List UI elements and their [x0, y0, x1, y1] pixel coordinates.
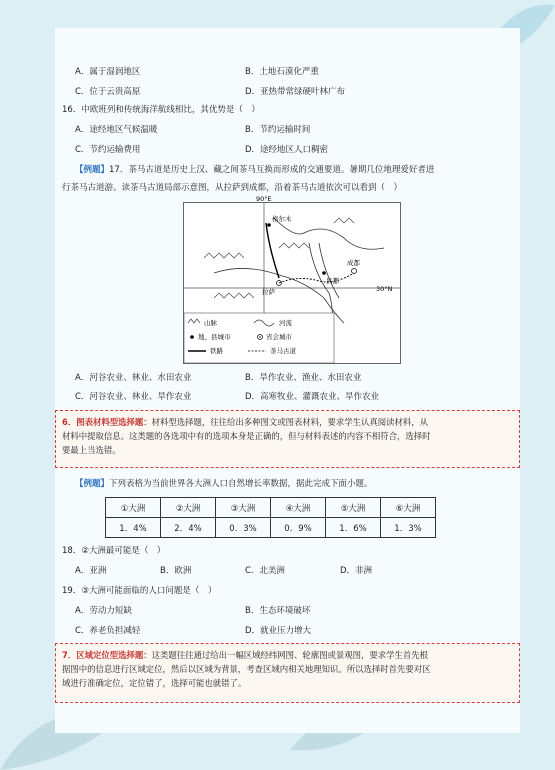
tea-horse-road-map — [183, 195, 401, 364]
table-header-cell: ④大洲 — [271, 498, 326, 518]
q16-option-a: A．途经地区气候温暖 — [75, 125, 158, 135]
table-cell: 0．9% — [271, 518, 326, 538]
q16-option-d: D．途经地区人口稠密 — [245, 145, 329, 155]
table-header-cell: ①大洲 — [106, 498, 161, 518]
lon-label: 90°E — [256, 195, 272, 203]
table-header-row — [106, 498, 436, 518]
tip-box-text: 域进行准确定位，定位错了，选择可能也就错了。 — [62, 678, 247, 688]
q17-option-b: B．旱作农业、渔业、水田农业 — [245, 373, 362, 383]
q16-stem: 16．中欧班列和传统海洋航线相比，其优势是（ ） — [62, 105, 260, 115]
q18-option-c: C．北美洲 — [245, 566, 285, 576]
q16-option-c: C．节约运输费用 — [75, 145, 141, 155]
q15-option-a: A．属于湿润地区 — [75, 67, 141, 77]
tip-box-text: 要最上当选错。 — [62, 445, 121, 455]
table-header-cell: ⑤大洲 — [326, 498, 381, 518]
example-tag: 【例题】 — [75, 165, 110, 175]
place-label: 拉萨 — [262, 288, 275, 296]
table-cell: 2．4% — [161, 518, 216, 538]
q19-option-b: B．生态环境破坏 — [245, 606, 311, 616]
q18-stem: 18．②大洲最可能是（ ） — [62, 546, 166, 556]
q19-stem: 19．③大洲可能面临的人口问题是（ ） — [62, 586, 217, 596]
q17-stem-line1 — [75, 164, 434, 176]
tip-box-text: 材料中提取信息。这类题的各选项中有的选项本身是正确的，但与材料表述的内容不相符合，选择时 — [62, 431, 431, 441]
q15-option-d: D．亚热带常绿硬叶林广布 — [245, 87, 346, 97]
legend-river: 河流 — [279, 319, 292, 327]
q18-option-b: B．欧洲 — [160, 566, 192, 576]
place-label: 昌都 — [326, 277, 339, 285]
q17-stem-line2: 行茶马古道游。读茶马古道局部示意图，从拉萨到成都，沿着茶马古道依次可以看到（ ） — [62, 183, 403, 193]
table-header-cell: ②大洲 — [161, 498, 216, 518]
table-row — [106, 518, 436, 538]
lat-label: 30°N — [376, 285, 393, 293]
legend-mountain: 山脉 — [204, 319, 217, 327]
tip-box-chart-material — [55, 410, 520, 468]
q17-option-d: D．高寒牧业、灌溉农业、旱作农业 — [245, 392, 380, 402]
table-intro — [75, 478, 373, 490]
table-header-cell: ③大洲 — [216, 498, 271, 518]
example-tag: 【例题】 — [75, 479, 110, 489]
q16-option-b: B．节约运输时间 — [245, 125, 311, 135]
q17-stem-text: 17．茶马古道是历史上汉、藏之间茶马互换而形成的交通要道。暑期几位地理爱好者进 — [109, 165, 435, 175]
city-dot — [267, 223, 271, 227]
tip-box-text: 据图中的信息进行区域定位，然后以区域为背景，考查区域内相关地理知识。所以选择时首先要对区 — [62, 664, 431, 674]
tip-box-text: 材料型选择题，往往给出多种图文或图表材料，要求学生认真阅读材料，从 — [151, 417, 428, 427]
tip-box-region-location — [55, 643, 520, 703]
legend-road: 茶马古道 — [270, 347, 296, 355]
place-label: 成都 — [347, 259, 360, 267]
table-cell: 1．6% — [326, 518, 381, 538]
population-growth-table — [105, 497, 436, 538]
table-cell: 1．4% — [106, 518, 161, 538]
legend-city: 地、县城市 — [198, 333, 231, 341]
q17-option-c: C．河谷农业、林业、旱作农业 — [75, 392, 192, 402]
q15-option-c: C．位于云贵高原 — [75, 87, 141, 97]
table-cell: 0．3% — [216, 518, 271, 538]
legend-railway: 铁路 — [210, 347, 223, 355]
table-header-cell: ⑥大洲 — [381, 498, 436, 518]
city-dot — [322, 271, 326, 275]
tip-box-title: 7．区域定位型选择题： — [62, 650, 152, 660]
q19-option-c: C．养老负担减轻 — [75, 626, 141, 636]
q15-option-b: B．土地石漠化严重 — [245, 67, 319, 77]
tip-box-text: 这类题往往通过给出一幅区域经纬网图、轮廓图或景观图，要求学生首先根 — [151, 650, 428, 660]
q18-option-d: D．非洲 — [340, 566, 373, 576]
q19-option-d: D．就业压力增大 — [245, 626, 312, 636]
table-cell: 1．3% — [381, 518, 436, 538]
place-label: 格尔木 — [272, 215, 292, 223]
q17-option-a: A．河谷农业、林业、水田农业 — [75, 373, 192, 383]
q18-option-a: A．亚洲 — [75, 566, 107, 576]
tip-box-title: 6．图表材料型选择题： — [62, 417, 152, 427]
legend-capital: 省会城市 — [266, 333, 292, 341]
q19-option-a: A．劳动力短缺 — [75, 606, 132, 616]
table-intro-text: 下列表格为当前世界各大洲人口自然增长率数据，据此完成下面小题。 — [109, 479, 373, 489]
